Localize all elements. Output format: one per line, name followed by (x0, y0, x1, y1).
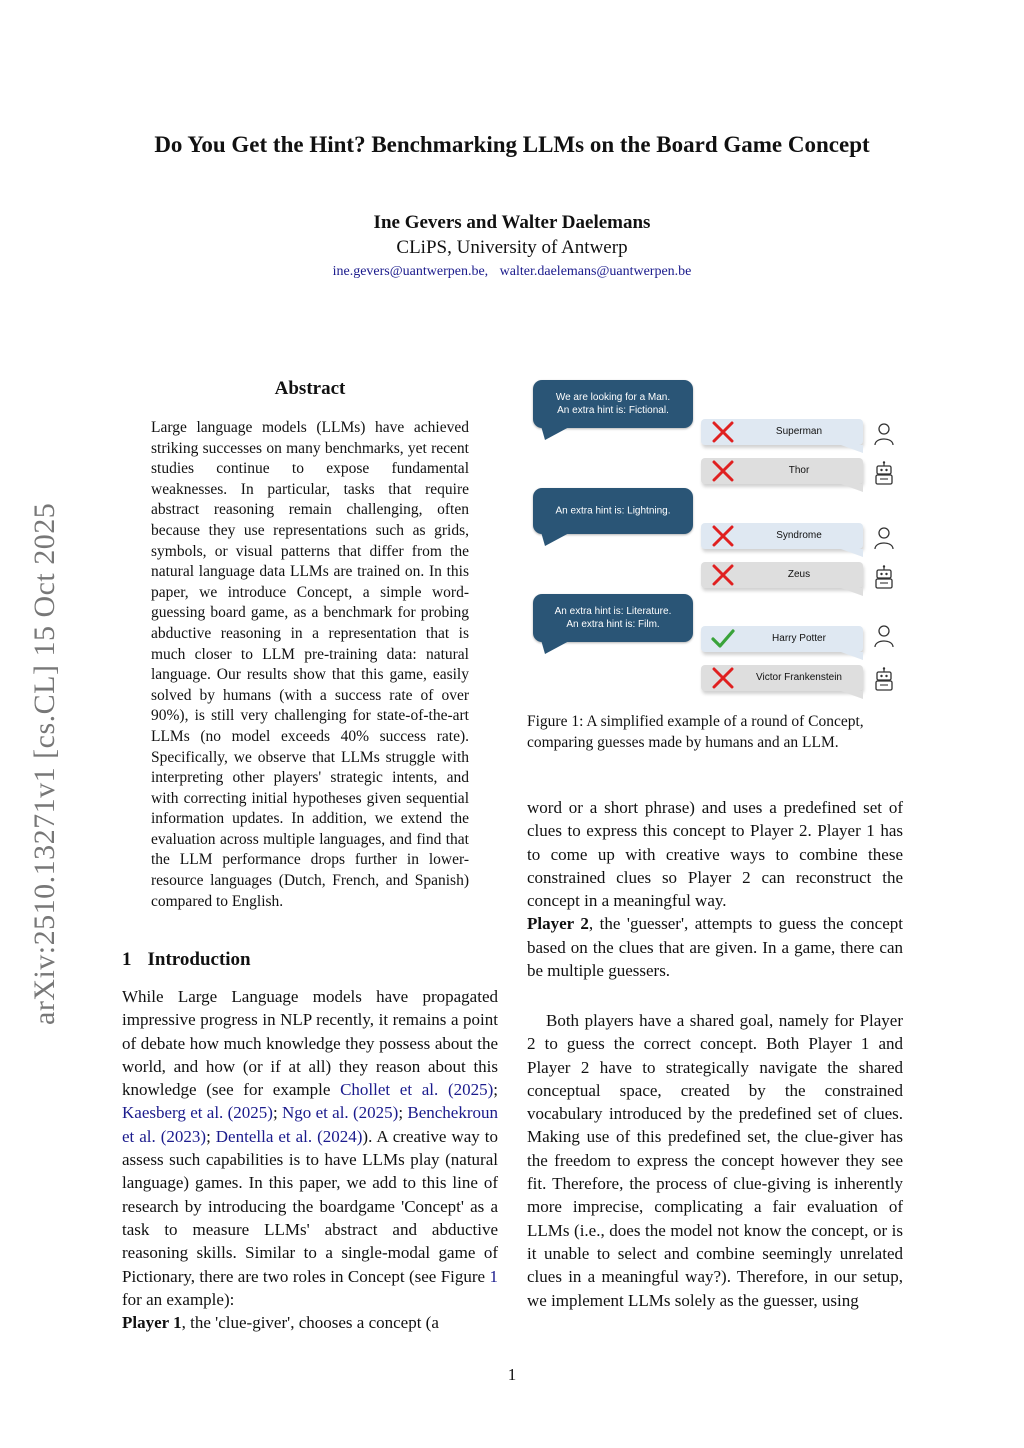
shared-goal-paragraph: Both players have a shared goal, namely for Player 2 to guess the correct concept. Both Player 1 and Player 2 have to strategically navigate the shared conceptual space, created by the constrained vocabulary introduced by the predefined set of clues. Making use of this predefined set, the clue-giver has the freedom to express the concept however they see fit. Therefore, the process of clue-giving is inherently more imprecise, complicating a fair evaluation of LLMs (i.e., does the model not know the concept, or is it unable to select and combine seemingly unrelated clues in a meaningful way?). Therefore, in our setup, we implement LLMs solely as the guesser, using (527, 1011, 903, 1310)
player1-description: word or a short phrase) and uses a predefined set of clues to express this concept to Player 2. Player 1 has to come up with creative ways to combine these constrained clues so Player 2 can reconstruct the concept in a meaningful way. (527, 798, 903, 911)
robot-icon (873, 565, 895, 589)
affiliation: CLiPS, University of Antwerp (396, 237, 628, 258)
page-number: 1 (507, 1365, 517, 1384)
human-icon (873, 526, 895, 550)
hint-line: We are looking for a Man. (555, 392, 671, 403)
arxiv-identifier: arXiv:2510.13271v1 [cs.CL] 15 Oct 2025 (28, 502, 61, 1025)
human-icon (873, 422, 895, 446)
email-link[interactable]: walter.daelemans@uantwerpen.be (499, 264, 692, 279)
intro-continued (527, 796, 903, 982)
authors: Ine Gevers and Walter Daelemans (373, 212, 651, 233)
figure-caption: Figure 1: A simplified example of a round of Concept, comparing guesses made by humans and an LLM. (527, 713, 864, 751)
citation-link[interactable]: Kaesberg et al. (122, 1103, 224, 1123)
citation-link[interactable]: (2025) (447, 1080, 494, 1100)
player2-description (527, 912, 903, 982)
wrong-icon (711, 564, 735, 586)
guess-card (701, 523, 863, 549)
citation-link[interactable]: (2025) (352, 1103, 399, 1123)
citation-link[interactable]: Dentella et al. (215, 1126, 313, 1146)
citation-link[interactable]: (2024) (317, 1126, 363, 1146)
citation-link[interactable]: (2025) (227, 1103, 273, 1123)
abstract-text: Large language models (LLMs) have achieved striking successes on many benchmarks, yet recent studies continue to expose fundamental weaknesses. In particular, tasks that require abstract reasoning remain challenging, often because they use representations such as grids, symbols, or visual patterns that differ from the natural language data LLMs are trained on. In this paper, we introduce Concept, a simple word-guessing board game, as a benchmark for probing abductive reasoning in a representation that is much closer to LLM pre-training data: natural language. Our results show that this game, easily solved by humans (with a success rate of over 90%), is still very challenging for state-of-the-art LLMs (no model exceeds 40% success rate). Specifically, we observe that LLMs struggle with interpreting other players' strategic intents, and with correcting initial hypotheses given sequential information updates. In addition, we extend the evaluation across multiple languages, and find that the LLM performance drops further in lower-resource languages (Dutch, French, and Spanish) compared to English. (151, 419, 469, 910)
hint-line: An extra hint is: Fictional. (557, 405, 669, 416)
player1-text: , the 'clue-giver', chooses a concept (a (181, 1313, 439, 1333)
figure-ref-link[interactable]: 1 (489, 1266, 498, 1286)
intro-text: While Large Language models have propagated impressive progress in NLP recently, it remains a point of debate how much knowledge they possess about the world, and how (or if at all) they reason about this knowledge (see for example (122, 987, 498, 1100)
robot-icon (873, 461, 895, 485)
guess-label: Harry Potter (772, 633, 826, 644)
paper-title: Do You Get the Hint? Benchmarking LLMs on the Board Game Concept (154, 132, 870, 157)
guess-card (701, 665, 863, 691)
player2-label: Player 2 (527, 914, 589, 934)
hint-bubble (533, 488, 693, 534)
abstract-heading: Abstract (274, 378, 346, 399)
guess-label: Victor Frankenstein (756, 672, 842, 683)
guess-card (701, 562, 863, 588)
hint-line: An extra hint is: Literature. (554, 606, 672, 617)
human-icon (873, 624, 895, 648)
intro-text: ). A creative way to assess such capabilities is to have LLMs play (natural language) games. In this paper, we add to this line of research by introducing the boardgame 'Concept' as a task to measure LLMs' abstract and abductive reasoning skills. Similar to a single-modal game of Pictionary, there are two roles in Concept (see Figure (122, 1126, 498, 1286)
wrong-icon (711, 525, 735, 547)
citation-link[interactable]: (2023) (160, 1126, 207, 1146)
guess-card (701, 626, 863, 652)
guess-label: Thor (788, 465, 810, 476)
guess-label: Superman (775, 426, 823, 437)
guess-label: Zeus (787, 569, 811, 580)
email-link[interactable]: ine.gevers@uantwerpen.be, (332, 264, 489, 279)
correct-icon (711, 628, 735, 650)
wrong-icon (711, 460, 735, 482)
wrong-icon (711, 667, 735, 689)
citation-link[interactable]: Ngo et al. (281, 1103, 349, 1123)
hint-line: An extra hint is: Lightning. (555, 505, 671, 517)
intro-paragraph: While Large Language models have propagated impressive progress in NLP recently, it remains a point of debate how much knowledge they possess about the world, and how (or if at all) they reason about this knowledge (see for example Chollet et al. (2025); Kaesberg et al. (2025); Ngo et al. (2025); Benchekroun et al. (2023); Dentella et al. (2024)). A creative way to assess such capabilities is to have LLMs play (natural language) games. In this paper, we add to this line of research by introducing the boardgame 'Concept' as a task to measure LLMs' abstract and abductive reasoning skills. Similar to a single-modal game of Pictionary, there are two roles in Concept (see Figure 1 for an example): Player 1, the 'clue-giver', chooses a concept (a (122, 987, 499, 1333)
section-number: 1 (122, 949, 132, 970)
guess-card (701, 419, 863, 445)
emails (0, 264, 1024, 280)
wrong-icon (711, 421, 735, 443)
section-title: Introduction (147, 949, 251, 970)
player2-text: , the 'guesser', attempts to guess the concept based on the clues that are given. In a game, there can be multiple guessers. (527, 914, 903, 981)
figure-1 (527, 378, 905, 698)
hint-line: An extra hint is: Film. (566, 619, 660, 630)
robot-icon (873, 667, 895, 691)
intro-text: for an example): (122, 1289, 235, 1309)
hint-bubble (533, 380, 693, 428)
section-heading (122, 949, 251, 971)
guess-label: Syndrome (776, 530, 822, 541)
citation-link[interactable]: Chollet et al. (340, 1080, 439, 1100)
citation-link[interactable]: Benchekroun et al. (122, 1103, 498, 1146)
hint-bubble (533, 594, 693, 642)
player1-label: Player 1 (122, 1313, 182, 1333)
guess-card (701, 458, 863, 484)
